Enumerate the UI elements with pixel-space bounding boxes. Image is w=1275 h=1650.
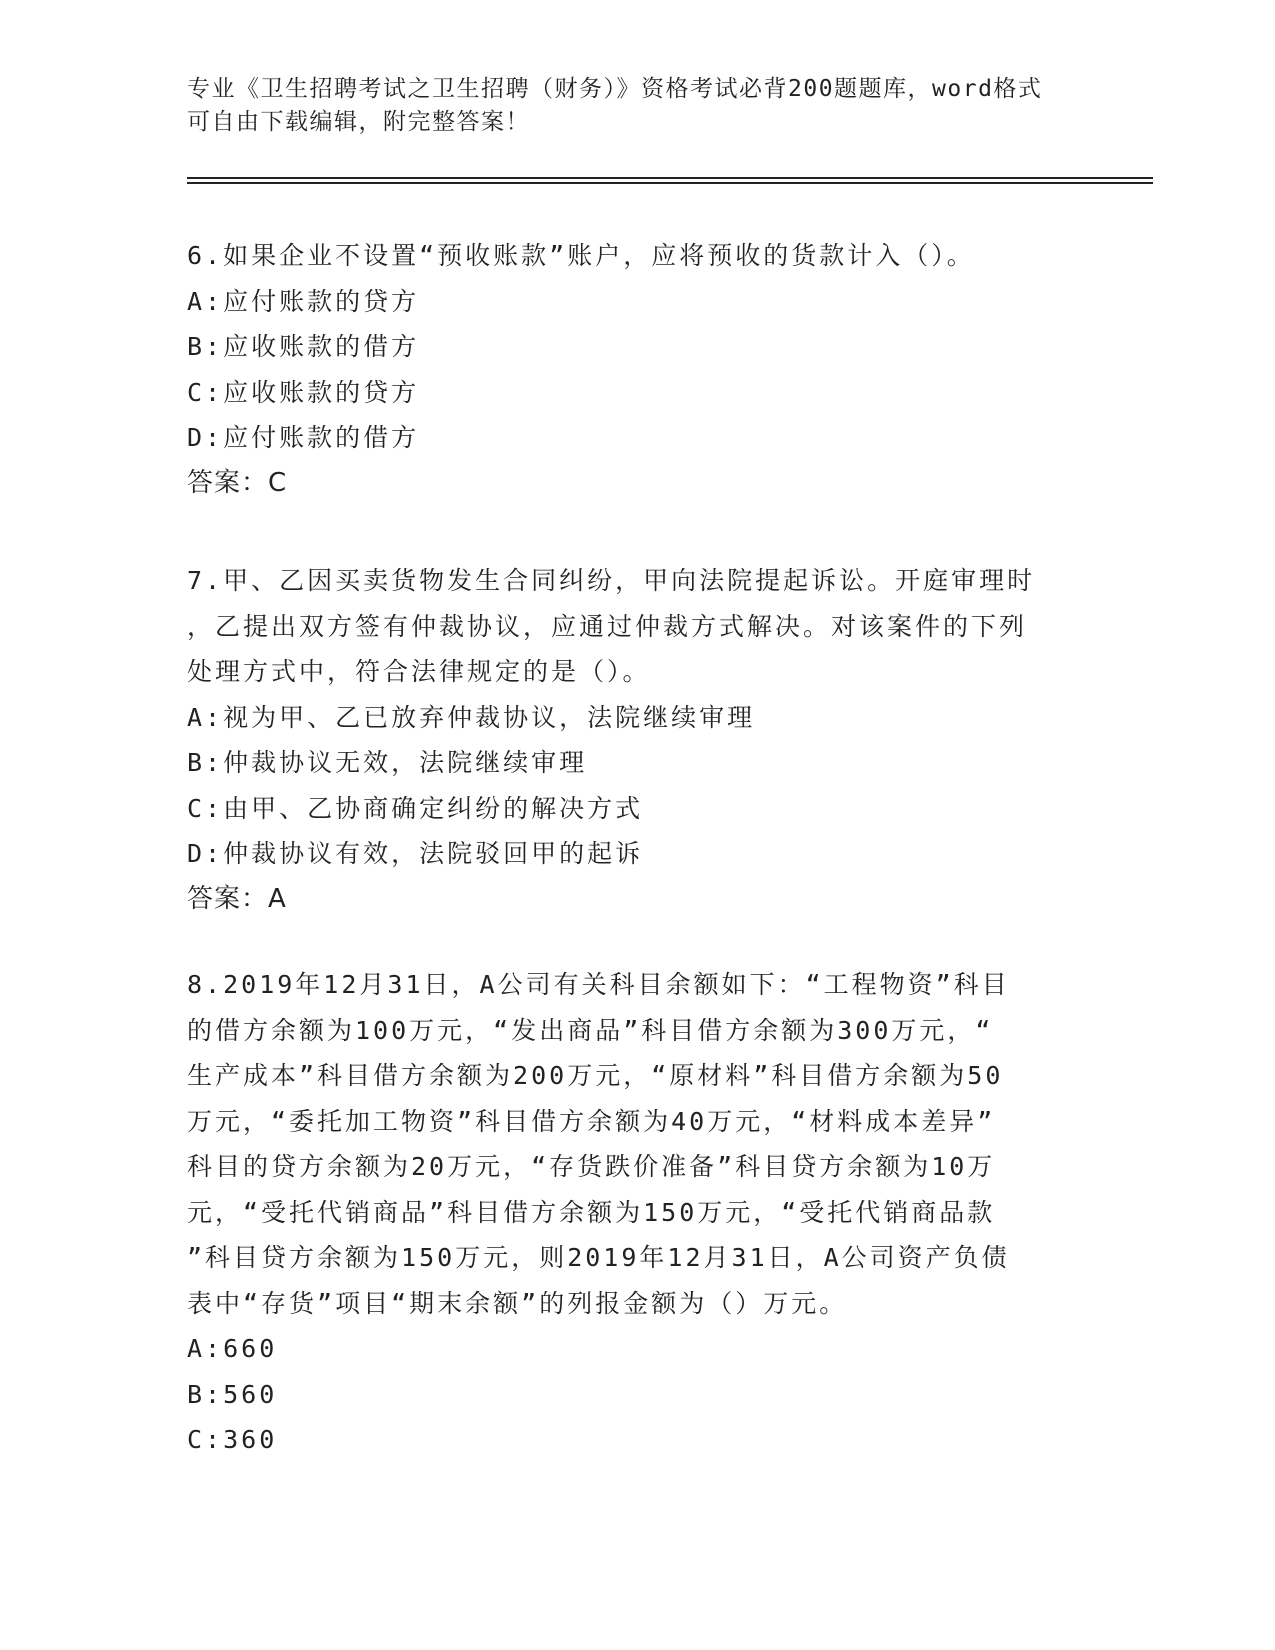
question-6 <box>187 233 1067 506</box>
question-8 <box>187 962 1067 1463</box>
question-text-line: 6.如果企业不设置“预收账款”账户，应将预收的货款计入（）。 <box>187 241 975 270</box>
option-b: B:应收账款的借方 <box>187 332 420 361</box>
option-b: B:仲裁协议无效，法院继续审理 <box>187 748 588 777</box>
option-a: A:660 <box>187 1334 278 1363</box>
option-c: C:由甲、乙协商确定纠纷的解决方式 <box>187 793 644 823</box>
option-a: A:视为甲、乙已放弃仲裁协议，法院继续审理 <box>187 702 756 732</box>
option-c: C:应收账款的贷方 <box>187 377 420 407</box>
question-text-line: ”科目贷方余额为150万元，则2019年12月31日，A公司资产负债 <box>187 1243 1010 1272</box>
question-text-line: 8.2019年12月31日，A公司有关科目余额如下：“工程物资”科目 <box>187 970 1010 999</box>
question-text-line: 表中“存货”项目“期末余额”的列报金额为（）万元。 <box>187 1288 848 1318</box>
option-b: B:560 <box>187 1379 278 1409</box>
question-text-line: 7.甲、乙因买卖货物发生合同纠纷，甲向法院提起诉讼。开庭审理时 <box>187 566 1036 595</box>
document-header <box>187 73 1067 139</box>
question-text-line: 科目的贷方余额为20万元，“存货跌价准备”科目贷方余额为10万 <box>187 1152 996 1181</box>
answer: 答案：C <box>187 467 288 498</box>
option-c: C:360 <box>187 1425 278 1454</box>
question-text-line: 生产成本”科目借方余额为200万元，“原材料”科目借方余额为50 <box>187 1061 1004 1090</box>
question-text-line: 处理方式中，符合法律规定的是（）。 <box>187 657 651 686</box>
question-7 <box>187 558 1067 922</box>
option-d: D:应付账款的借方 <box>187 423 420 452</box>
question-text-line: 元，“受托代销商品”科目借方余额为150万元，“受托代销商品款 <box>187 1197 996 1227</box>
header-line-1: 专业《卫生招聘考试之卫生招聘（财务）》资格考试必背200题题库，word格式 <box>187 76 1043 102</box>
question-text-line: ，乙提出双方签有仲裁协议，应通过仲裁方式解决。对该案件的下列 <box>187 611 1028 641</box>
question-text-line: 的借方余额为100万元，“发出商品”科目借方余额为300万元，“ <box>187 1015 994 1045</box>
answer: 答案：A <box>187 883 287 914</box>
header-line-2: 可自由下载编辑，附完整答案！ <box>187 109 530 135</box>
question-text-line: 万元，“委托加工物资”科目借方余额为40万元，“材料成本差异” <box>187 1106 996 1136</box>
option-a: A:应付账款的贷方 <box>187 286 420 316</box>
header-divider-top <box>187 177 1153 179</box>
option-d: D:仲裁协议有效，法院驳回甲的起诉 <box>187 839 644 868</box>
header-divider-bottom <box>187 182 1153 184</box>
